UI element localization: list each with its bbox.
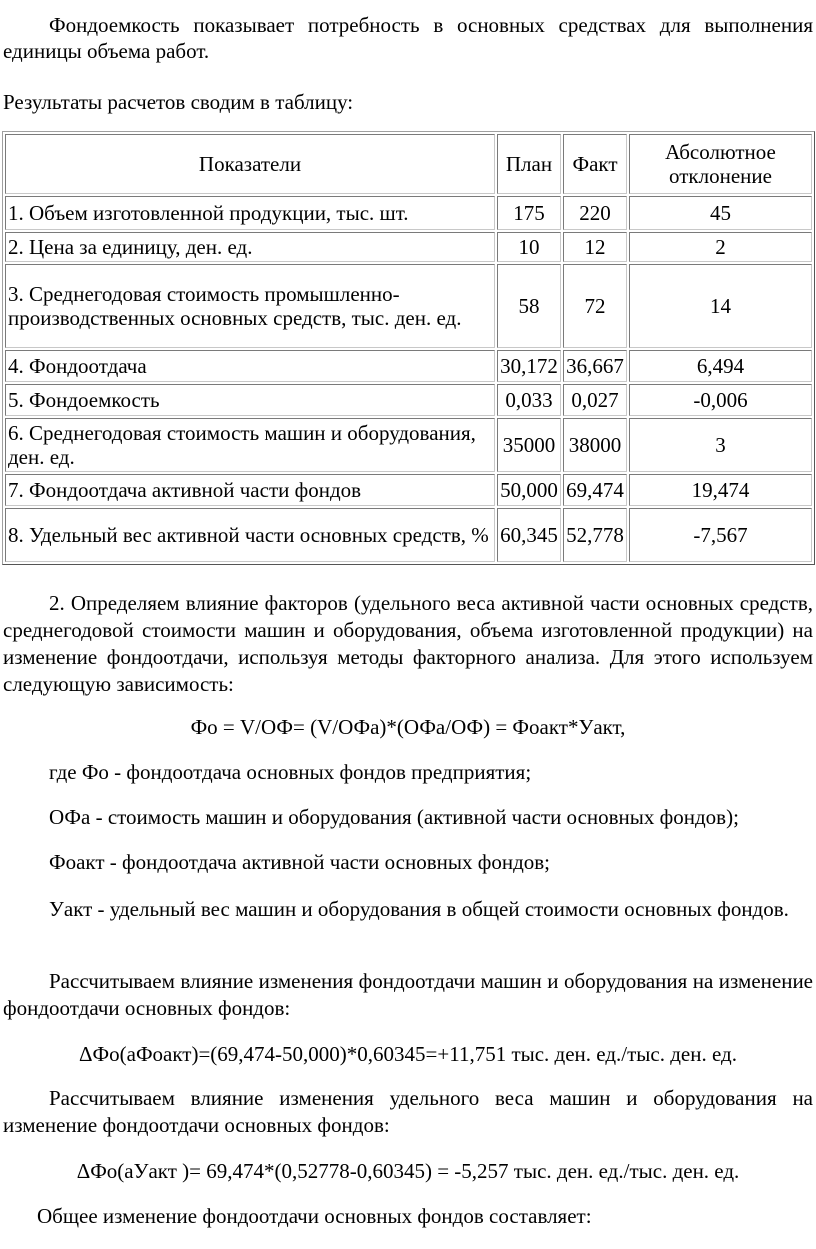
row-plan: 58 [497,264,561,348]
table-row [5,350,812,382]
row-plan: 175 [497,196,561,230]
table-row [5,418,812,472]
row-fact: 69,474 [563,474,627,506]
row-plan: 0,033 [497,384,561,416]
table-row [5,264,812,348]
table-row [5,384,812,416]
header-fact: Факт [563,134,627,194]
definition-ofa: ОФа - стоимость машин и оборудования (активной части основных фондов); [49,805,739,829]
row-label: 6. Среднегодовая стоимость машин и оборудования, ден. ед. [5,418,495,472]
intro-paragraph: Фондоемкость показывает потребность в основных средствах для выполнения единицы объема работ. [3,13,813,63]
row-deviation: 2 [629,232,812,262]
row-fact: 0,027 [563,384,627,416]
table-row [5,474,812,506]
total-change-text: Общее изменение фондоотдачи основных фондов составляет: [37,1204,592,1228]
row-deviation: -7,567 [629,508,812,562]
row-label: 8. Удельный вес активной части основных средств, % [5,508,495,562]
header-deviation: Абсолютное отклонение [629,134,812,194]
row-label: 4. Фондоотдача [5,350,495,382]
row-plan: 35000 [497,418,561,472]
table-header-row [5,134,812,194]
row-plan: 30,172 [497,350,561,382]
calc-line-1: ΔФо(аФоакт)=(69,474-50,000)*0,60345=+11,751 тыс. ден. ед./тыс. ден. ед. [79,1042,737,1066]
definition-foakt: Фоакт - фондоотдача активной части основных фондов; [49,850,551,874]
row-label: 1. Объем изготовленной продукции, тыс. шт. [5,196,495,230]
results-table [2,131,815,565]
row-plan: 50,000 [497,474,561,506]
calc-line-2: ΔФо(аУакт )= 69,474*(0,52778-0,60345) = -5,257 тыс. ден. ед./тыс. ден. ед. [76,1159,740,1183]
row-fact: 72 [563,264,627,348]
header-plan: План [497,134,561,194]
table-row [5,232,812,262]
table-row [5,508,812,562]
row-plan: 60,345 [497,508,561,562]
calc-intro-2: Рассчитываем влияние изменения удельного веса машин и оборудования на изменение фондоотдачи основных фондов: [3,1086,813,1137]
row-fact: 52,778 [563,508,627,562]
row-deviation: 45 [629,196,812,230]
row-label: 5. Фондоемкость [5,384,495,416]
header-indicators: Показатели [5,134,495,194]
row-deviation: 14 [629,264,812,348]
definition-fo: где Фо - фондоотдача основных фондов предприятия; [49,760,532,784]
definition-uakt: Уакт - удельный вес машин и оборудования в общей стоимости основных фондов. [49,897,789,921]
formula-line: Фо = V/ОФ= (V/ОФа)*(ОФа/ОФ) = Фоакт*Уакт, [190,715,626,739]
row-label: 7. Фондоотдача активной части фондов [5,474,495,506]
row-fact: 12 [563,232,627,262]
factor-analysis-paragraph: 2. Определяем влияние факторов (удельного веса активной части основных средств, среднегодовой стоимости машин и оборудования, объема изготовленной продукции) на изменение фондоотдачи, используя методы факторного анализа. Для этого используем следующую зависимость: [3,591,813,696]
row-fact: 220 [563,196,627,230]
row-fact: 36,667 [563,350,627,382]
row-label: 2. Цена за единицу, ден. ед. [5,232,495,262]
table-row [5,196,812,230]
calc-intro-1: Рассчитываем влияние изменения фондоотдачи машин и оборудования на изменение фондоотдачи основных фондов: [3,969,813,1020]
row-deviation: -0,006 [629,384,812,416]
table-intro-text: Результаты расчетов сводим в таблицу: [3,90,354,114]
row-deviation: 6,494 [629,350,812,382]
row-deviation: 19,474 [629,474,812,506]
row-deviation: 3 [629,418,812,472]
row-plan: 10 [497,232,561,262]
row-label: 3. Среднегодовая стоимость промышленно-производственных основных средств, тыс. ден. ед. [5,264,495,348]
row-fact: 38000 [563,418,627,472]
